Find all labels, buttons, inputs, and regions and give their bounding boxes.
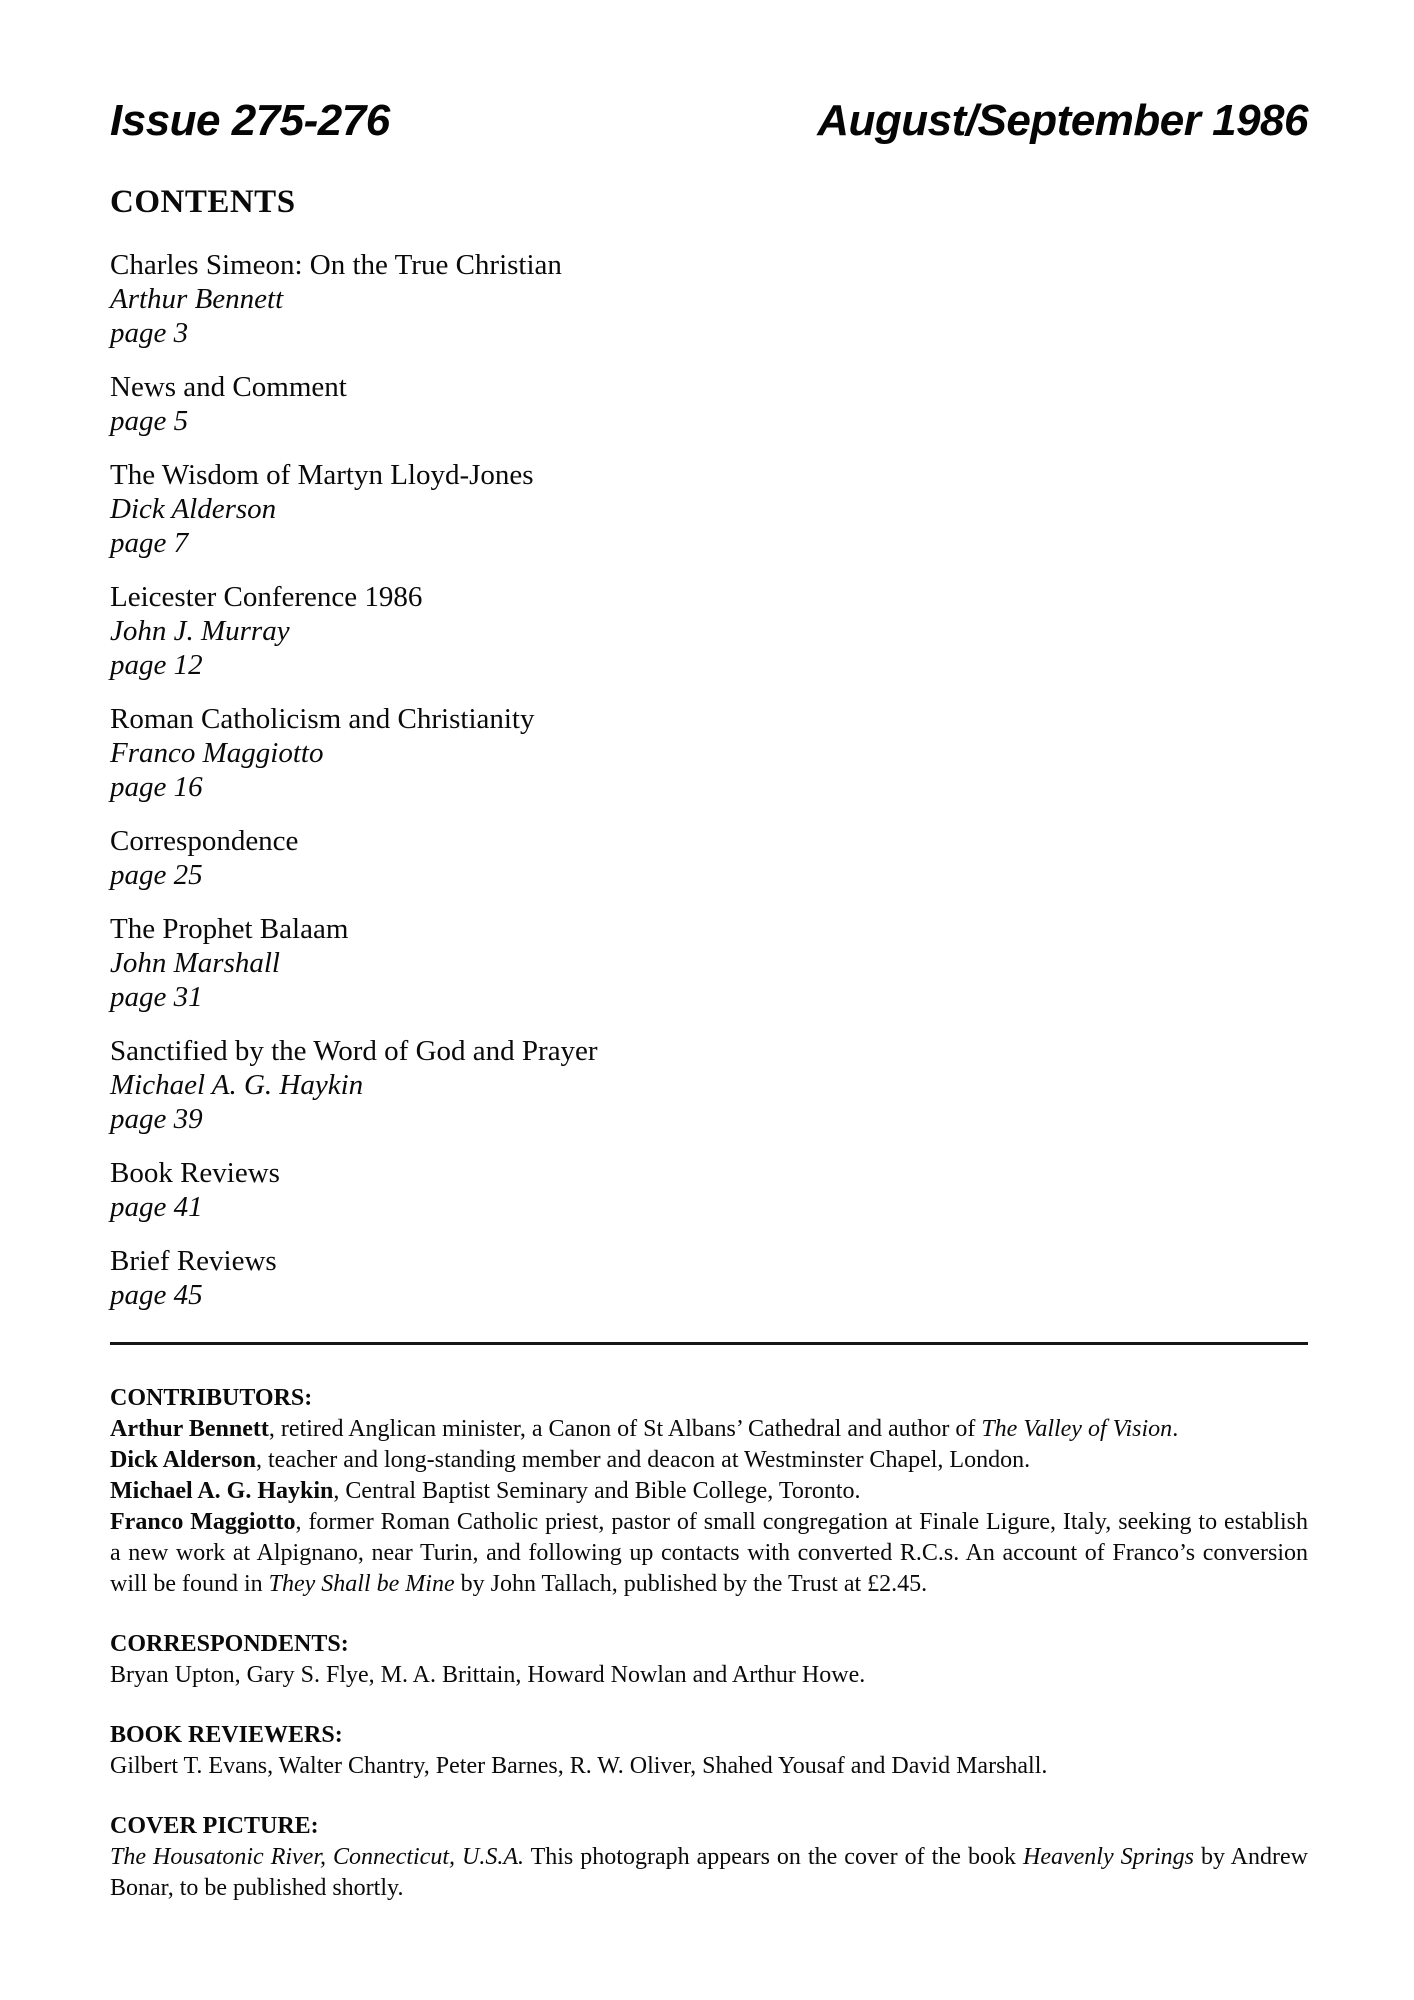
toc-entry-title: Correspondence — [110, 825, 299, 857]
toc-entry-title: Charles Simeon: On the True Christian — [110, 249, 562, 281]
cover-picture-caption: The Housatonic River, Connecticut, U.S.A. — [110, 1844, 525, 1870]
contributors-section — [110, 1383, 1308, 1600]
toc-entry-page: page 3 — [110, 317, 189, 349]
contributor-bio: , Central Baptist Seminary and Bible College, Toronto. — [333, 1478, 861, 1504]
section-divider-rule — [110, 1342, 1308, 1345]
contributor-book-title: They Shall be Mine — [268, 1571, 455, 1597]
toc-entry — [110, 1244, 1308, 1312]
contents-heading: CONTENTS — [110, 184, 296, 220]
contributor-name: Arthur Bennett — [110, 1416, 269, 1442]
contributor-bio: , retired Anglican minister, a Canon of St Albans’ Cathedral and author of — [268, 1416, 982, 1442]
toc-entry — [110, 458, 1308, 560]
cover-picture-book-title: Heavenly Springs — [1022, 1844, 1194, 1870]
toc-entry-page: page 7 — [110, 527, 189, 559]
toc-entry-page: page 45 — [110, 1279, 203, 1311]
toc-entry-page: page 41 — [110, 1191, 203, 1223]
toc-entry-page: page 5 — [110, 405, 189, 437]
toc-entry-author: John Marshall — [110, 947, 280, 979]
contributor-entry — [110, 1507, 1308, 1600]
contributor-bio: , teacher and long-standing member and deacon at Westminster Chapel, London. — [256, 1447, 1031, 1473]
toc-entry-title: Leicester Conference 1986 — [110, 581, 423, 613]
toc-entry-title: Brief Reviews — [110, 1245, 277, 1277]
toc-entry-page: page 16 — [110, 771, 203, 803]
toc-entry-page: page 31 — [110, 981, 203, 1013]
contributor-bio-tail: . — [1172, 1416, 1179, 1442]
toc-entry-title: Sanctified by the Word of God and Prayer — [110, 1035, 598, 1067]
toc-entry — [110, 370, 1308, 438]
toc-entry — [110, 912, 1308, 1014]
contributor-bio-tail: by John Tallach, published by the Trust at £2.45. — [454, 1571, 928, 1597]
cover-picture-section — [110, 1811, 1308, 1904]
masthead-info — [110, 1383, 1308, 1904]
issue-number: Issue 275-276 — [110, 96, 390, 145]
book-reviewers-names: Gilbert T. Evans, Walter Chantry, Peter Barnes, R. W. Oliver, Shahed Yousaf and David Marshall. — [110, 1753, 1048, 1779]
contributors-heading: CONTRIBUTORS: — [110, 1385, 313, 1411]
toc-entry-author: Dick Alderson — [110, 493, 277, 525]
toc-entry-author: Arthur Bennett — [110, 283, 284, 315]
toc-entry — [110, 248, 1308, 350]
cover-picture-text: This photograph appears on the cover of the book — [524, 1844, 1023, 1870]
toc-entry-author: Franco Maggiotto — [110, 737, 324, 769]
book-reviewers-heading: BOOK REVIEWERS: — [110, 1722, 343, 1748]
toc-entry — [110, 1156, 1308, 1224]
cover-picture-description — [110, 1842, 1308, 1904]
contributor-name: Franco Maggiotto — [110, 1509, 296, 1535]
toc-entry-title: Roman Catholicism and Christianity — [110, 703, 535, 735]
book-reviewers-section — [110, 1720, 1308, 1782]
issue-header — [110, 97, 1308, 145]
table-of-contents — [110, 248, 1308, 1312]
toc-entry — [110, 1034, 1308, 1136]
toc-entry-author: John J. Murray — [110, 615, 290, 647]
toc-entry-title: Book Reviews — [110, 1157, 280, 1189]
toc-entry — [110, 824, 1308, 892]
toc-entry — [110, 702, 1308, 804]
toc-entry-title: The Prophet Balaam — [110, 913, 349, 945]
contributor-bio: , former Roman Catholic priest, pastor of small congregation at Finale Ligure, Italy, seeking to establish a new work at Alpignano, near Turin, and following up contacts with converted R.C.s. An account of Franco’s conversion will be found in — [110, 1509, 1308, 1597]
cover-picture-text-tail: by Andrew Bonar, to be published shortly. — [110, 1844, 1308, 1901]
contributor-name: Dick Alderson — [110, 1447, 257, 1473]
toc-entry-author: Michael A. G. Haykin — [110, 1069, 364, 1101]
toc-entry-page: page 12 — [110, 649, 203, 681]
toc-entry-page: page 39 — [110, 1103, 203, 1135]
issue-date: August/September 1986 — [817, 96, 1308, 145]
contributor-book-title: The Valley of Vision — [981, 1416, 1173, 1442]
contributor-name: Michael A. G. Haykin — [110, 1478, 334, 1504]
contributor-entry — [110, 1414, 1308, 1445]
toc-entry-title: The Wisdom of Martyn Lloyd-Jones — [110, 459, 534, 491]
toc-entry — [110, 580, 1308, 682]
toc-entry-page: page 25 — [110, 859, 203, 891]
toc-entry-title: News and Comment — [110, 371, 347, 403]
correspondents-names: Bryan Upton, Gary S. Flye, M. A. Brittain, Howard Nowlan and Arthur Howe. — [110, 1662, 866, 1688]
cover-picture-heading: COVER PICTURE: — [110, 1813, 319, 1839]
magazine-contents-page — [0, 97, 1414, 2000]
contributor-entry — [110, 1445, 1308, 1476]
correspondents-heading: CORRESPONDENTS: — [110, 1631, 349, 1657]
contributor-entry — [110, 1476, 1308, 1507]
correspondents-section — [110, 1629, 1308, 1691]
